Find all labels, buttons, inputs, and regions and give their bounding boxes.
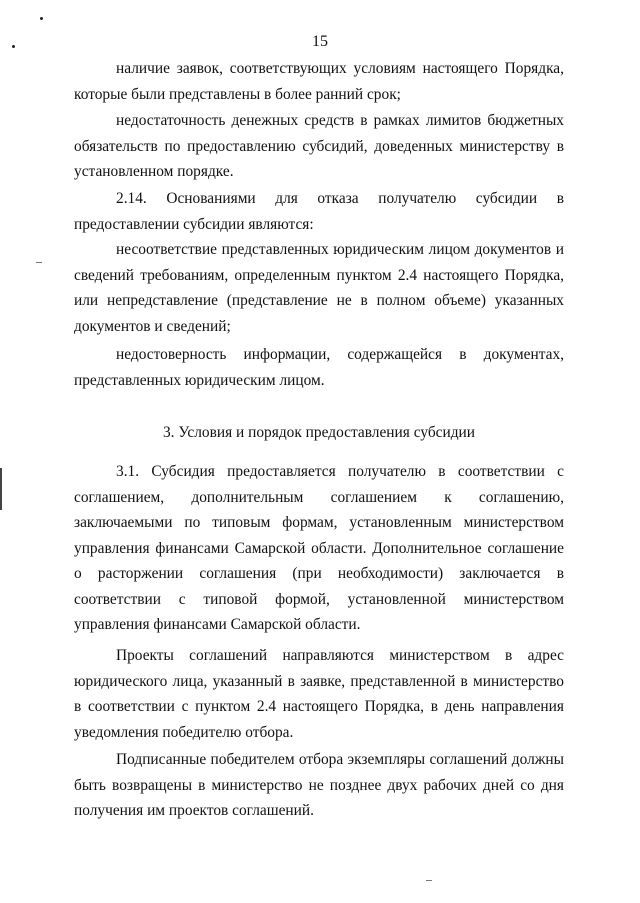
section-title: 3. Условия и порядок предоставления субсидии bbox=[162, 424, 476, 441]
paragraph-signed-copies: Подписанные победителем отбора экземпляры соглашений должны быть возвращены в министерство не позднее двух рабочих дней со дня получения им проектов соглашений. bbox=[74, 751, 564, 819]
scan-mark bbox=[36, 262, 42, 263]
page-number: 15 bbox=[312, 33, 328, 50]
paragraph-unreliability: недостоверность информации, содержащейся в документах, представленных юридическим лицом. bbox=[74, 346, 564, 389]
scan-mark-bottom bbox=[426, 880, 432, 881]
paragraph-draft-agreements: Проекты соглашений направляются министерством в адрес юридического лица, указанный в заявке, представленной в министерство в соответствии с пунктом 2.4 настоящего Порядка, в день направления уведомления победителю отбора. bbox=[74, 647, 564, 741]
paragraph-insufficient-funds: недостаточность денежных средств в рамках лимитов бюджетных обязательств по предоставлению субсидий, доведенных министерству в установленном порядке. bbox=[74, 112, 564, 180]
paragraph-noncompliance: несоответствие представленных юридическим лицом документов и сведений требованиям, определенным пунктом 2.4 настоящего Порядка, или непредставление (представление не в полном объеме) указанных документов и сведений; bbox=[74, 241, 564, 335]
paragraph-applications: наличие заявок, соответствующих условиям настоящего Порядка, которые были представлены в более ранний срок; bbox=[74, 60, 564, 103]
paragraph-3-1: 3.1. Субсидия предоставляется получателю в соответствии с соглашением, дополнительным соглашением к соглашению, заключаемыми по типовым формам, установленным министерством управления финансами Самарской области. Дополнительное соглашение о расторжении соглашения (при необходимости) заключается в соответствии с типовой формой, установленной министерством управления финансами Самарской области. bbox=[74, 463, 564, 633]
scan-edge-line bbox=[0, 468, 2, 510]
scan-dot-top bbox=[40, 17, 43, 20]
paragraph-2-14: 2.14. Основаниями для отказа получателю субсидии в предоставлении субсидии являются: bbox=[74, 190, 564, 233]
